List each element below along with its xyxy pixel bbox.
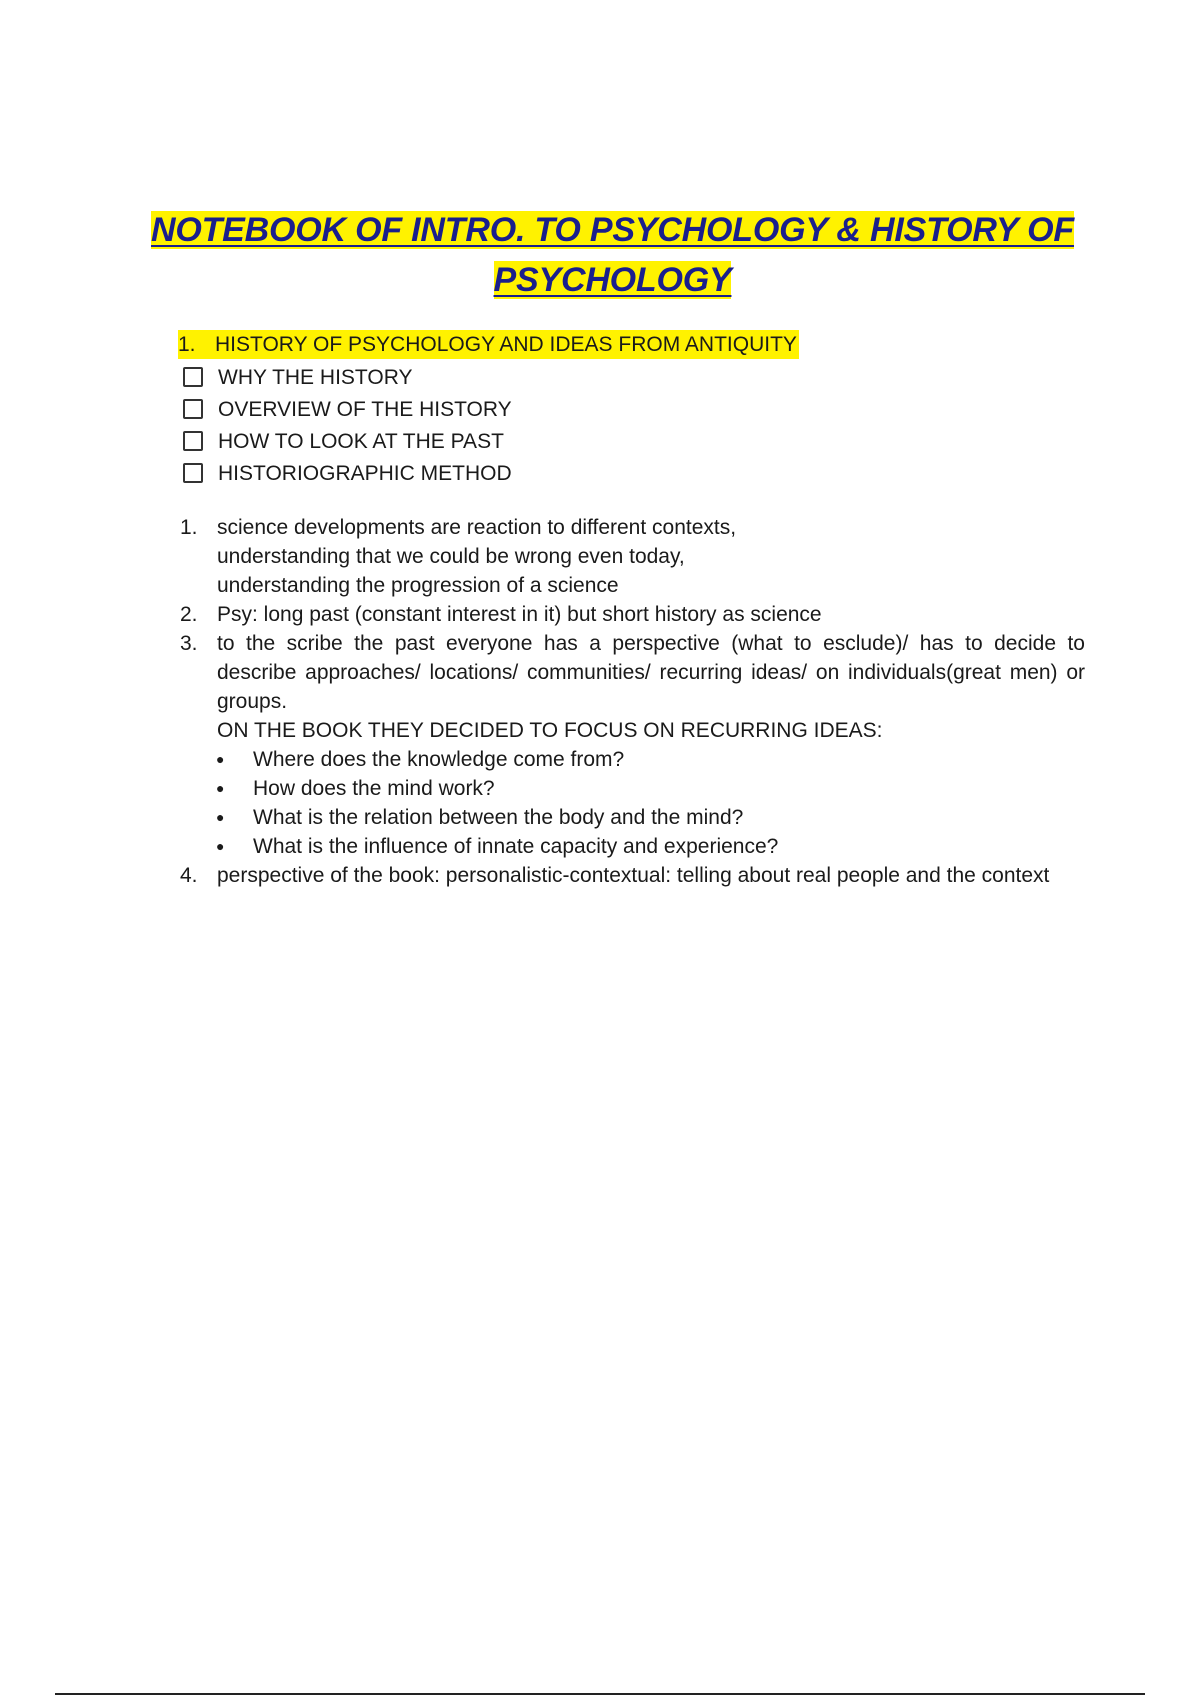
note-line: understanding that we could be wrong even today,	[217, 545, 685, 568]
checklist-item-label: OVERVIEW OF THE HISTORY	[218, 397, 512, 421]
bullet-item: ● What is the influence of innate capacity and experience?	[180, 832, 1085, 861]
bullet-item: ● Where does the knowledge come from?	[180, 745, 1085, 774]
bullet-item: ● How does the mind work?	[180, 774, 1085, 803]
checklist-item[interactable]	[180, 361, 1085, 393]
note-text: to the scribe the past everyone has a perspective (what to esclude)/ has to decide to describe approaches/ locations/ communities/ recurring ideas/ on individuals(great men) or groups.	[217, 632, 1085, 713]
bullet-list	[180, 745, 1085, 861]
bullet-icon: ●	[216, 780, 225, 796]
checkbox-icon[interactable]	[183, 367, 203, 387]
notes-list	[180, 513, 1085, 890]
checklist-item-label: HISTORIOGRAPHIC METHOD	[218, 461, 512, 485]
list-item: 1. science developments are reaction to different contexts, understanding that we could be wrong even today, understanding the progression of a science	[180, 516, 737, 597]
checkbox-icon[interactable]	[183, 431, 203, 451]
list-item: 3. to the scribe the past everyone has a perspective (what to esclude)/ has to decide to describe approaches/ locations/ communities/ recurring ideas/ on individuals(great men) or groups. ON THE BOOK THEY DECIDED TO FOCUS ON RECURRING IDEAS: ● Where does the knowledge come from? ● How does the mind work? ● What is the relation between the body and the mind? ● What is the influence of innate capacity and experience?	[180, 629, 1085, 861]
checklist-item-label: WHY THE HISTORY	[218, 365, 413, 389]
bullet-item: ● What is the relation between the body and the mind?	[180, 803, 1085, 832]
note-line: understanding the progression of a science	[217, 574, 619, 597]
bullet-icon: ●	[216, 751, 225, 767]
section-number: 1.	[178, 333, 196, 356]
section-heading-text: HISTORY OF PSYCHOLOGY AND IDEAS FROM ANTIQUITY	[215, 333, 797, 356]
document-title-block	[140, 205, 1085, 305]
bullet-icon: ●	[216, 838, 225, 854]
list-item: 4. perspective of the book: personalistic-contextual: telling about real people and the context	[180, 861, 1085, 890]
page-bottom-rule	[55, 1693, 1145, 1695]
section-heading	[178, 330, 1085, 359]
checklist	[180, 361, 1085, 489]
checklist-item[interactable]	[180, 425, 1085, 457]
list-item: 2. Psy: long past (constant interest in it) but short history as science	[180, 600, 1085, 629]
note-line: science developments are reaction to different contexts,	[217, 516, 737, 539]
document-body	[180, 330, 1085, 890]
checkbox-icon[interactable]	[183, 463, 203, 483]
bullet-icon: ●	[216, 809, 225, 825]
checkbox-icon[interactable]	[183, 399, 203, 419]
checklist-item-label: HOW TO LOOK AT THE PAST	[218, 429, 504, 453]
note-text: Psy: long past (constant interest in it) but short history as science	[217, 603, 822, 626]
note-subheading: ON THE BOOK THEY DECIDED TO FOCUS ON RECURRING IDEAS:	[217, 719, 883, 742]
note-text: perspective of the book: personalistic-contextual: telling about real people and the context	[217, 864, 1050, 887]
document-title: NOTEBOOK OF INTRO. TO PSYCHOLOGY & HISTORY OF PSYCHOLOGY	[151, 211, 1074, 299]
checklist-item[interactable]	[180, 393, 1085, 425]
checklist-item[interactable]	[180, 457, 1085, 489]
